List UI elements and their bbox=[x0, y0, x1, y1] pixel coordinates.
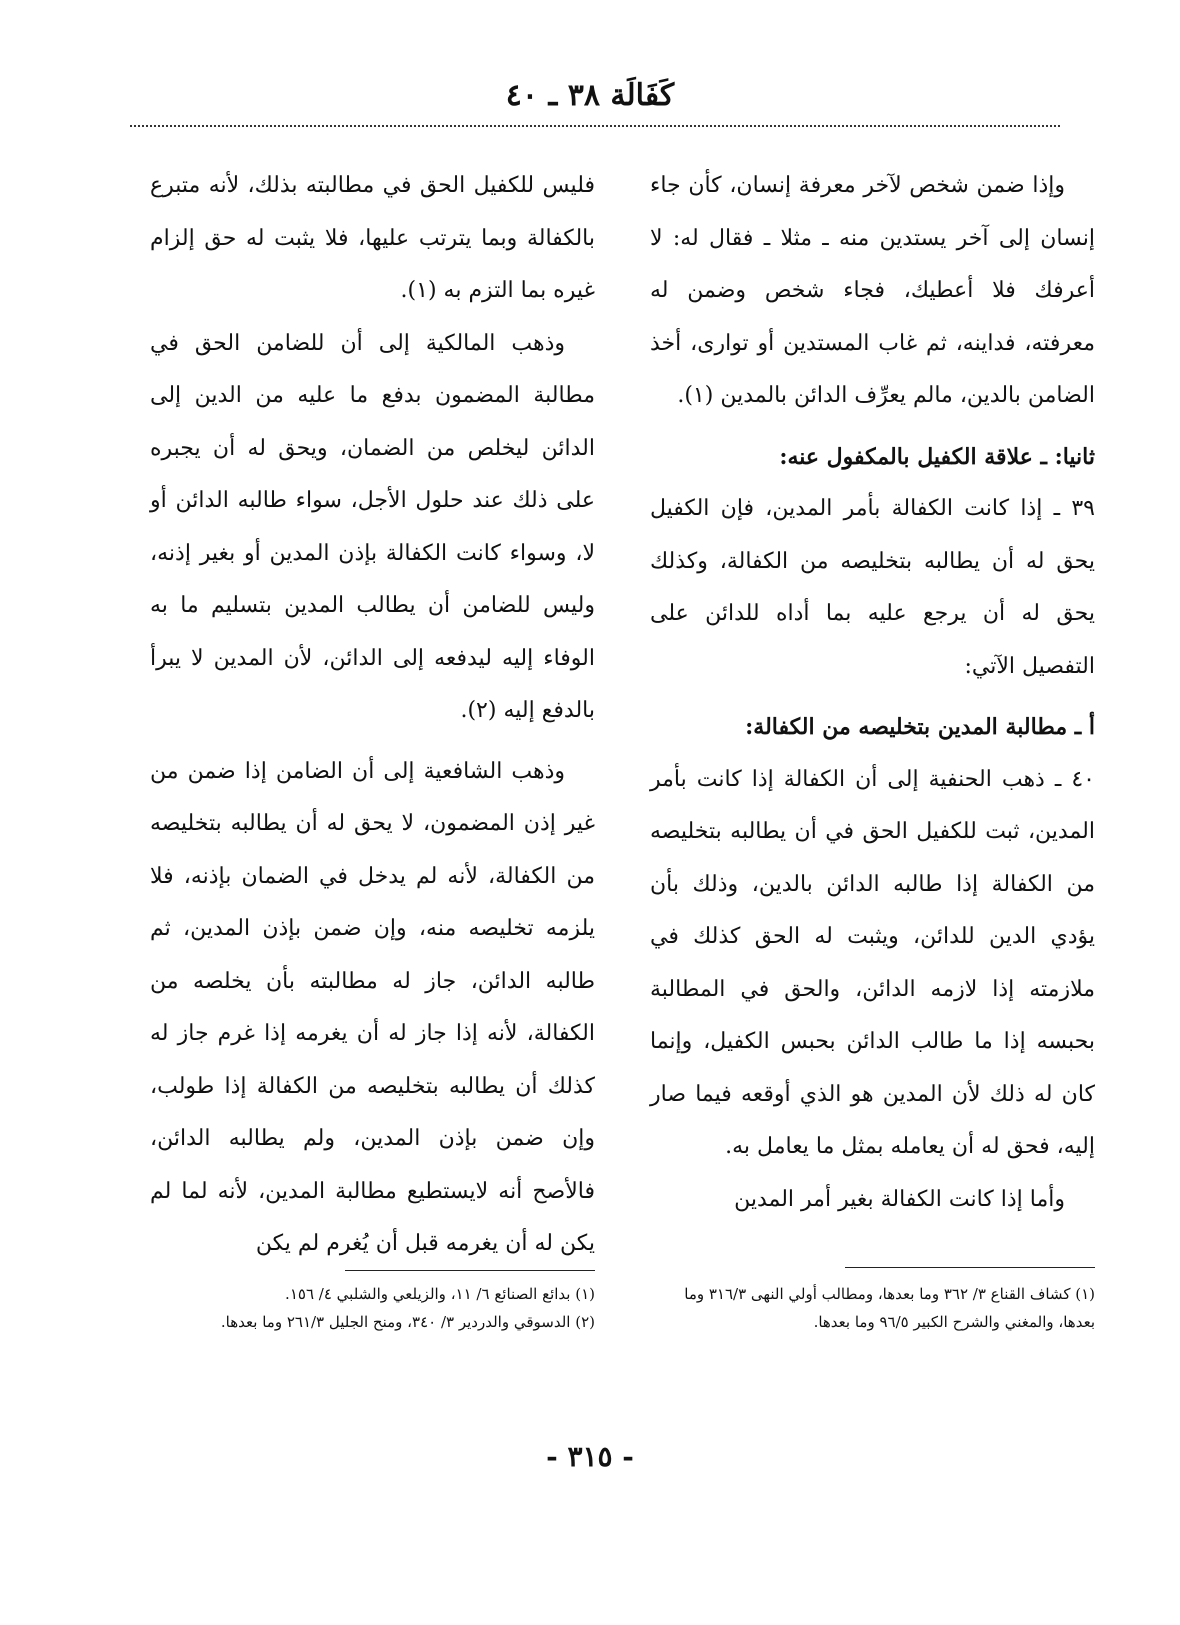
page-number: - ٣١٥ - bbox=[546, 1440, 634, 1473]
paragraph-40: ٤٠ ـ ذهب الحنفية إلى أن الكفالة إذا كانت بأمر المدين، ثبت للكفيل الحق في أن يطالبه بتخليصه من الكفالة إذا طالبه الدائن بالدين، وذلك بأن يؤدي الدين للدائن، ويثبت له الحق كذلك في ملازمته إذا لازمه الدائن، والحق في المطالبة بحبسه إذا ما طالب الدائن بحبس الكفيل، وإنما كان له ذلك لأن المدين هو الذي أوقعه فيما صار إليه، فحق له أن يعامله بمثل ما يعامل به. bbox=[650, 766, 1096, 1159]
footnotes-right bbox=[650, 1280, 1095, 1336]
section-heading-a: أ ـ مطالبة المدين بتخليصه من الكفالة: bbox=[745, 714, 1095, 740]
paragraph-without-order: وأما إذا كانت الكفالة بغير أمر المدين bbox=[734, 1186, 1065, 1212]
right-column bbox=[650, 160, 1095, 1226]
footnote-rule-right bbox=[845, 1267, 1095, 1268]
paragraph-malikiyya: وذهب المالكية إلى أن للضامن الحق في مطالبة المضمون بدفع ما عليه من الدين إلى الدائن ليخلص من الضمان، ويحق له أن يجبره على ذلك عند حلول الأجل، سواء طالبه الدائن أو لا، وسواء كانت الكفالة بإذن المدين أو بغير إذنه، وليس للضامن أن يطالب المدين بتسليم ما به الوفاء إليه ليدفعه إلى الدائن، لأن المدين لا يبرأ بالدفع إليه (٢). bbox=[150, 330, 595, 723]
section-heading-second: ثانيا: ـ علاقة الكفيل بالمكفول عنه: bbox=[779, 443, 1095, 470]
footnotes-left bbox=[150, 1280, 595, 1336]
footnote-left-1: (١) بدائع الصنائع ٦/ ١١، والزيلعي والشلبي ٤/ ١٥٦. bbox=[285, 1285, 595, 1303]
left-column bbox=[150, 160, 595, 1271]
paragraph-shafiiyya: وذهب الشافعية إلى أن الضامن إذا ضمن من غير إذن المضمون، لا يحق له أن يطالبه بتخليصه من الكفالة، لأنه لم يدخل في الضمان بإذنه، فلا يلزمه تخليصه منه، وإن ضمن بإذن المدين، ثم طالبه الدائن، جاز له مطالبته بأن يخلصه من الكفالة، لأنه إذا جاز له أن يغرمه إذا غرم جاز له كذلك أن يطالبه بتخليصه من الكفالة إذا طولب، وإن ضمن بإذن المدين، ولم يطالبه الدائن، فالأصح أنه لايستطيع مطالبة المدين، لأنه لما لم يكن له أن يغرمه قبل أن يُغرم لم يكن bbox=[150, 758, 595, 1256]
footnote-right-1: (١) كشاف القناع ٣/ ٣٦٢ وما بعدها، ومطالب أولي النهى ٣١٦/٣ وما بعدها، والمغني والشرح الكبير ٩٦/٥ وما بعدها. bbox=[684, 1285, 1095, 1331]
footnote-rule-left bbox=[345, 1270, 595, 1271]
header-dotted-rule bbox=[130, 125, 1060, 127]
paragraph-guarantee-of-identity: وإذا ضمن شخص لآخر معرفة إنسان، كأن جاء إنسان إلى آخر يستدين منه ـ مثلا ـ فقال له: لا أعرفك فلا أعطيك، فجاء شخص وضمن له معرفته، فداينه، ثم غاب المستدين أو توارى، أخذ الضامن بالدين، مالم يعرِّف الدائن بالمدين (١). bbox=[650, 173, 1095, 408]
paragraph-39: ٣٩ ـ إذا كانت الكفالة بأمر المدين، فإن الكفيل يحق له أن يطالبه بتخليصه من الكفالة، وكذلك يحق له أن يرجع عليه بما أداه للدائن على التفصيل الآتي: bbox=[650, 496, 1095, 679]
paragraph-continuation: فليس للكفيل الحق في مطالبته بذلك، لأنه متبرع بالكفالة وبما يترتب عليها، فلا يثبت له حق إلزام غيره بما التزم به (١). bbox=[150, 173, 595, 303]
footnote-left-2: (٢) الدسوقي والدردير ٣/ ٣٤٠، ومنح الجليل ٢٦١/٣ وما بعدها. bbox=[220, 1313, 595, 1331]
running-header: كَفَالَة ٣٨ ـ ٤٠ bbox=[505, 78, 675, 113]
